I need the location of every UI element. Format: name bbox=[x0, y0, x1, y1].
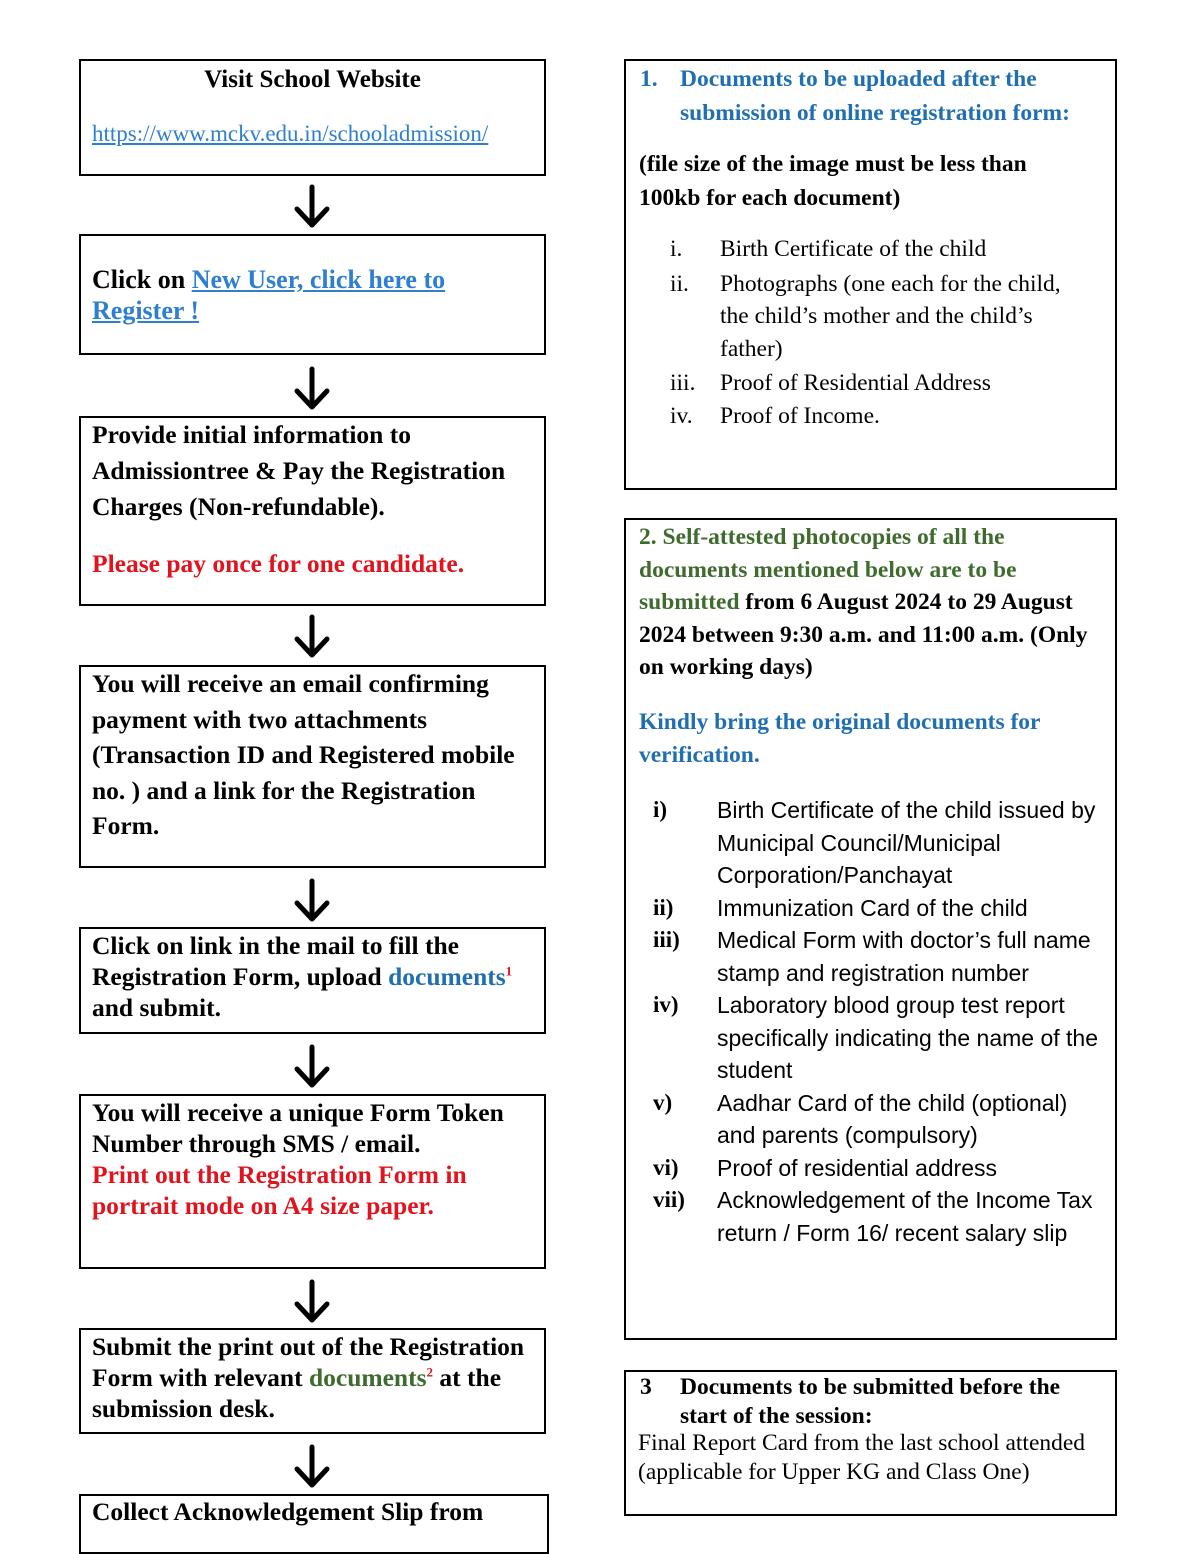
list-text: Proof of residential address bbox=[717, 1154, 997, 1181]
list-text: Acknowledgement of the Income Tax return / Form 16/ recent salary slip bbox=[717, 1187, 1093, 1246]
list-number: i. bbox=[670, 236, 683, 262]
panel3-number: 3 bbox=[640, 1374, 652, 1400]
list-number: iv. bbox=[670, 402, 693, 429]
list-item bbox=[670, 367, 1090, 400]
footnote-marker: 2 bbox=[426, 1364, 434, 1380]
panel1-size-note: (file size of the image must be less than 100kb for each document) bbox=[639, 151, 1027, 211]
list-item bbox=[653, 989, 1103, 1087]
panel3-heading: Documents to be submitted before the start of the session: bbox=[680, 1374, 1061, 1429]
panel1-heading: Documents to be uploaded after the submission of online registration form: bbox=[680, 66, 1070, 126]
step-visit-website bbox=[79, 59, 546, 176]
list-number: iii) bbox=[653, 927, 680, 952]
step-token-note: Print out the Registration Form in portrait mode on A4 size paper. bbox=[92, 1160, 467, 1220]
list-text: Medical Form with doctor’s full name stamp and registration number bbox=[717, 927, 1091, 986]
step-fill-form bbox=[79, 927, 546, 1034]
arrow-down-icon bbox=[292, 1044, 332, 1090]
documents-footnote-link[interactable]: documents bbox=[308, 1363, 427, 1392]
step-token-number bbox=[79, 1094, 546, 1269]
list-number: i) bbox=[653, 797, 668, 822]
list-text: Aadhar Card of the child (optional) and parents (compulsory) bbox=[717, 1089, 1068, 1148]
list-text: Photographs (one each for the child, the child’s mother and the child’s father) bbox=[720, 270, 1061, 362]
list-number: ii. bbox=[670, 270, 689, 297]
arrow-down-icon bbox=[292, 614, 332, 660]
list-text: Proof of Residential Address bbox=[720, 370, 991, 396]
list-item bbox=[653, 1184, 1103, 1249]
step-email-text: You will receive an email confirming payment with two attachments (Transaction ID and Registered mobile no. ) and a link for the Registration Form. bbox=[92, 669, 515, 840]
step-submit-printout bbox=[79, 1328, 546, 1434]
list-item bbox=[653, 1087, 1103, 1152]
step-token-text: You will receive a unique Form Token Number through SMS / email. bbox=[92, 1098, 504, 1158]
step-register bbox=[79, 234, 546, 355]
panel2-bring-note: Kindly bring the original documents for verification. bbox=[639, 709, 1041, 768]
arrow-down-icon bbox=[292, 1444, 332, 1490]
step-fill-text bbox=[92, 930, 532, 1023]
panel1-number: 1. bbox=[640, 66, 658, 92]
step-title: Visit School Website bbox=[204, 66, 421, 93]
footnote-marker: 1 bbox=[505, 963, 513, 979]
list-text: Birth Certificate of the child issued by Municipal Council/Municipal Corporation/Panchayat bbox=[717, 797, 1096, 888]
step-ack-text: Collect Acknowledgement Slip from bbox=[92, 1497, 484, 1526]
panel2-heading-dates: from 6 August 2024 to 29 August 2024 between 9:30 a.m. and 11:00 a.m. (Only on working days) bbox=[639, 589, 1088, 680]
arrow-down-icon bbox=[292, 1279, 332, 1325]
panel-before-session bbox=[624, 1370, 1117, 1516]
list-item bbox=[653, 794, 1103, 892]
list-number: iv) bbox=[653, 992, 679, 1017]
step-pay-text: Provide initial information to Admissiontree & Pay the Registration Charges (Non-refundable). bbox=[92, 420, 506, 521]
step-pay-registration bbox=[79, 416, 546, 606]
new-user-register-link[interactable]: New User, click here to Register ! bbox=[92, 265, 446, 325]
step-submit-suffix: at the submission desk. bbox=[92, 1363, 502, 1423]
arrow-down-icon bbox=[292, 184, 332, 230]
list-item bbox=[670, 268, 1090, 366]
list-number: vi) bbox=[653, 1154, 679, 1180]
list-number: iii. bbox=[670, 370, 696, 396]
list-text: Immunization Card of the child bbox=[717, 894, 1028, 921]
upload-documents-list bbox=[670, 233, 1090, 432]
list-item bbox=[653, 1152, 1103, 1185]
list-item bbox=[653, 924, 1103, 989]
list-text: Laboratory blood group test report specifically indicating the name of the student bbox=[717, 992, 1098, 1083]
list-item bbox=[670, 400, 1090, 433]
panel2-heading bbox=[639, 521, 1109, 684]
step-submit-prefix: Submit the print out of the Registration Form with relevant bbox=[92, 1332, 525, 1392]
school-website-link[interactable]: https://www.mckv.edu.in/schooladmission/ bbox=[92, 121, 489, 146]
step-register-prefix: Click on bbox=[92, 265, 192, 294]
panel2-heading-green: 2. Self-attested photocopies of all the documents mentioned below are to be submitted bbox=[639, 524, 1017, 615]
list-text: Proof of Income. bbox=[720, 402, 880, 429]
list-item bbox=[670, 233, 1090, 266]
list-text: Birth Certificate of the child bbox=[720, 236, 987, 262]
list-number: vii) bbox=[653, 1187, 685, 1212]
list-item bbox=[653, 892, 1103, 925]
step-register-text bbox=[92, 264, 532, 326]
step-pay-note: Please pay once for one candidate. bbox=[92, 549, 465, 578]
panel-upload-documents bbox=[624, 59, 1117, 490]
step-acknowledgement bbox=[79, 1494, 549, 1554]
arrow-down-icon bbox=[292, 366, 332, 412]
panel-photocopies bbox=[624, 518, 1117, 1340]
step-fill-suffix: and submit. bbox=[92, 993, 221, 1022]
documents-footnote-link[interactable]: documents bbox=[388, 962, 506, 991]
step-submit-text bbox=[92, 1331, 532, 1424]
arrow-down-icon bbox=[292, 878, 332, 924]
photocopy-documents-list bbox=[653, 794, 1103, 1249]
step-fill-prefix: Click on link in the mail to fill the Registration Form, upload bbox=[92, 931, 459, 991]
list-number: v) bbox=[653, 1089, 673, 1115]
list-number: ii) bbox=[653, 894, 674, 920]
step-confirmation-email bbox=[79, 665, 546, 868]
panel3-text: Final Report Card from the last school attended (applicable for Upper KG and Class One) bbox=[638, 1430, 1086, 1485]
